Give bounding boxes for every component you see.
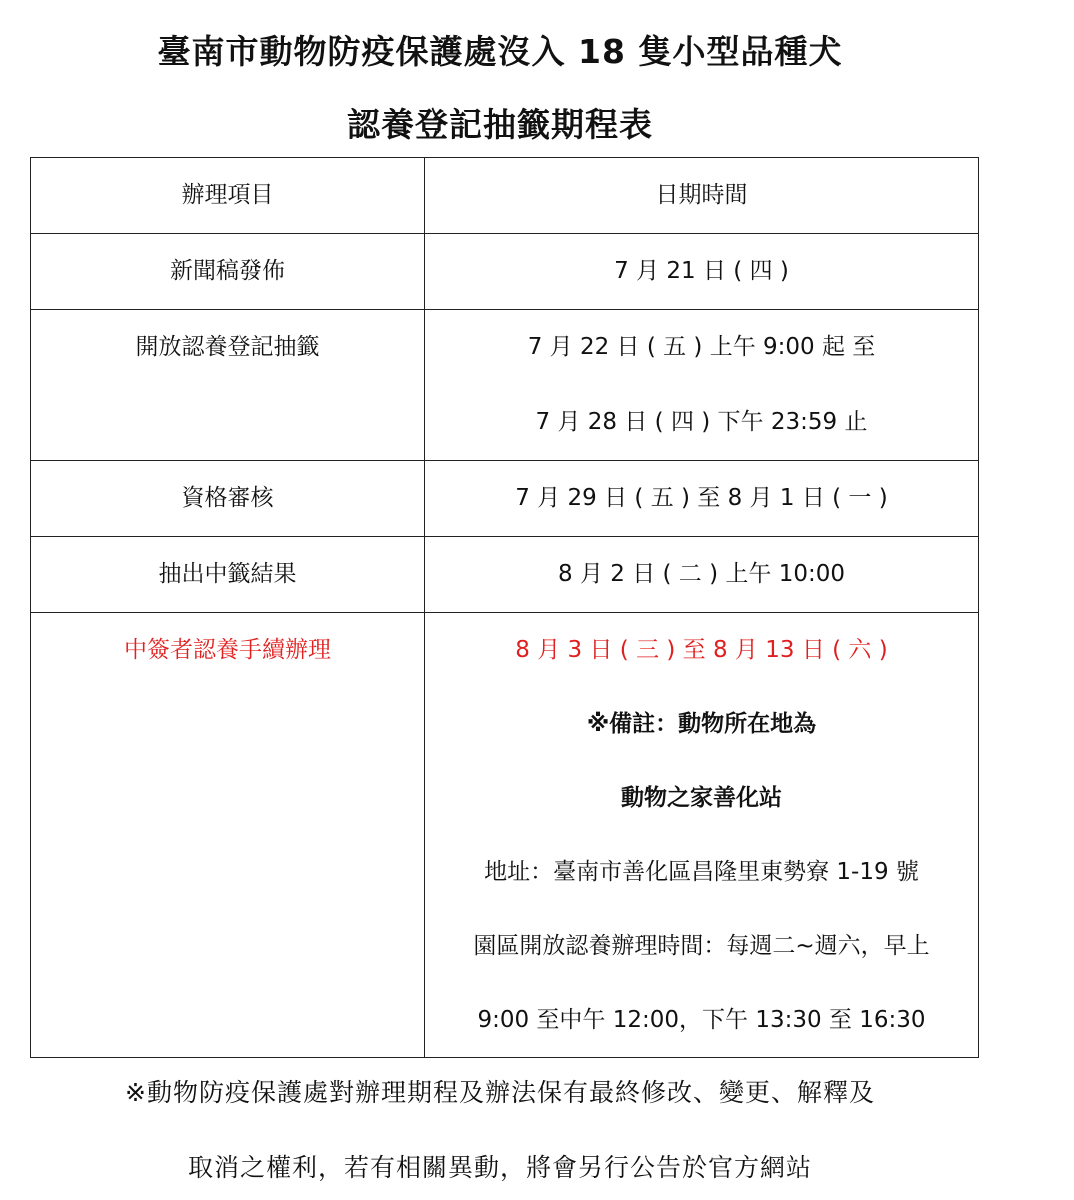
page-subtitle: 認養登記抽籤期程表: [347, 105, 653, 144]
pickup-date: 8 月 3 日 ( 三 ) 至 8 月 13 日 ( 六 ): [515, 637, 888, 663]
row-item: 開放認養登記抽籤: [31, 310, 425, 461]
opening-hours: 園區開放認養辦理時間：每週二~週六，早上: [473, 933, 930, 959]
row-datetime: 8 月 2 日 ( 二 ) 上午 10:00: [425, 537, 979, 613]
footnote: ※動物防疫保護處對辦理期程及辦法保有最終修改、變更、解釋及: [125, 1078, 875, 1107]
opening-hours-detail: 9:00 至中午 12:00，下午 13:30 至 16:30: [477, 1007, 926, 1033]
table-row: [31, 461, 979, 537]
row-item: 抽出中籤結果: [31, 537, 425, 613]
row-datetime: 7 月 29 日 ( 五 ) 至 8 月 1 日 ( 一 ): [425, 461, 979, 537]
row-datetime: 7 月 21 日 ( 四 ): [425, 234, 979, 310]
table-header-row: [31, 158, 979, 234]
address: 地址：臺南市善化區昌隆里東勢寮 1-19 號: [484, 859, 919, 885]
note-place: 動物之家善化站: [621, 785, 782, 811]
note-title: ※備註：動物所在地為: [586, 711, 817, 737]
header-datetime: 日期時間: [425, 158, 979, 234]
table-row: [31, 234, 979, 310]
row-datetime: [425, 613, 979, 1058]
footnote-continued: 取消之權利，若有相關異動，將會另行公告於官方網站: [187, 1153, 812, 1182]
row-item: 新聞稿發佈: [31, 234, 425, 310]
row-datetime: 7 月 22 日 ( 五 ) 上午 9:00 起 至 7 月 28 日 ( 四 ) 下午 23:59 止: [425, 310, 979, 461]
schedule-table: [30, 157, 979, 1058]
row-item: 資格審核: [31, 461, 425, 537]
table-row: [31, 537, 979, 613]
header-item: 辦理項目: [31, 158, 425, 234]
row-item: 中簽者認養手續辦理: [31, 613, 425, 1058]
table-row: [31, 310, 979, 461]
table-row-highlight: [31, 613, 979, 1058]
page-title: 臺南市動物防疫保護處沒入 18 隻小型品種犬: [157, 32, 843, 71]
